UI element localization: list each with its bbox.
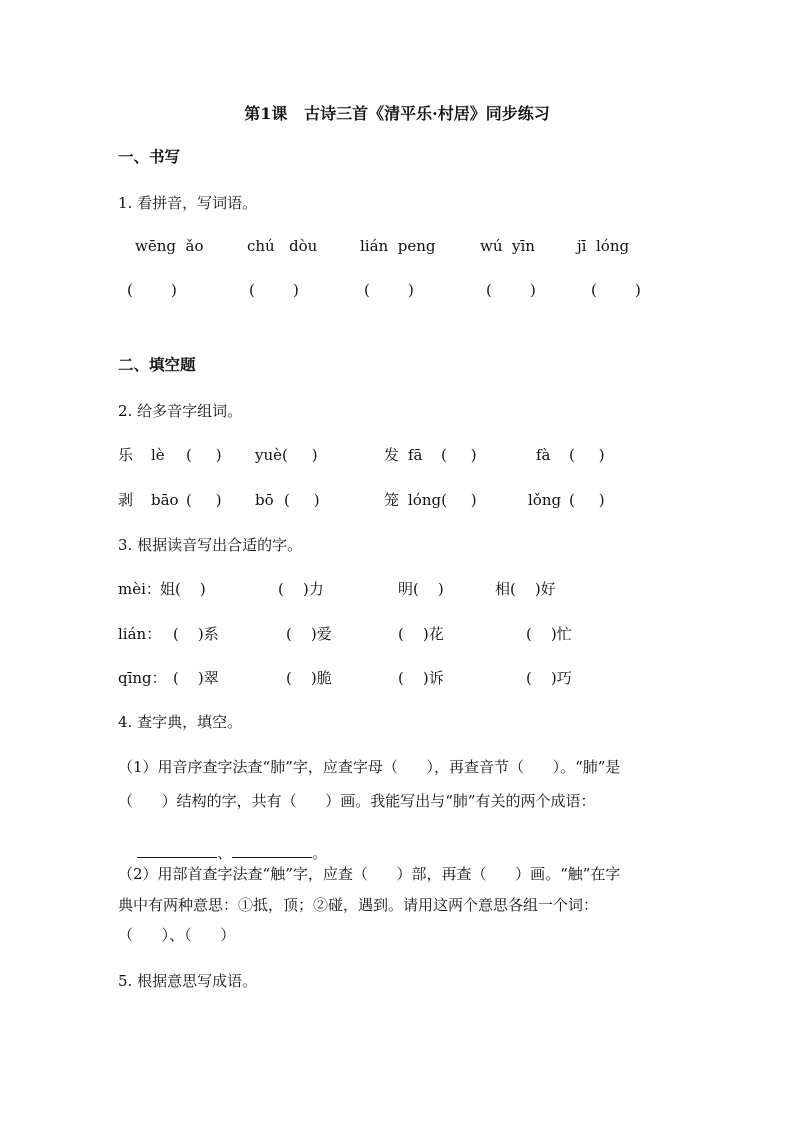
q3-prompt: 3. 根据读音写出合适的字。 (118, 536, 303, 554)
q3-item[interactable]: ( )系 (173, 625, 219, 643)
q1-blank-1[interactable]: ( ) (127, 281, 177, 299)
section-fill-header: 二、填空题 (118, 355, 196, 374)
q2-blank[interactable]: ( ) (441, 446, 477, 464)
q3-item[interactable]: ( )爱 (286, 625, 332, 643)
q2-char-le: 乐 (118, 446, 134, 464)
q3-pinyin-lian: lián： (118, 625, 162, 643)
q2-pinyin-yue[interactable]: yuè( ) (255, 446, 318, 464)
q2-pinyin-fa1: fā (408, 446, 423, 464)
q2-blank[interactable]: ( ) (569, 446, 605, 464)
period: 。 (312, 844, 328, 862)
answer-underline[interactable] (137, 845, 217, 858)
q3-item[interactable]: ( )巧 (526, 669, 572, 687)
q1-blank-3[interactable]: ( ) (364, 281, 414, 299)
q2-blank[interactable]: ( ) (569, 491, 605, 509)
q3-item[interactable]: 姐( ) (160, 580, 206, 598)
q3-item[interactable]: ( )翠 (173, 669, 219, 687)
q2-pinyin-fa4: fà (536, 446, 551, 464)
q4-part1-line1: （1）用音序查字法查“肺”字，应查字母（ ），再查音节（ ）。“肺”是 (118, 758, 621, 776)
q4-prompt: 4. 查字典，填空。 (118, 713, 243, 731)
q2-char-long: 笼 (384, 491, 400, 509)
q3-item[interactable]: 相( )好 (495, 580, 556, 598)
q4-part2-line2: 典中有两种意思：①抵，顶；②碰，遇到。请用这两个意思各组一个词： (118, 896, 599, 914)
q2-pinyin-bo: bō (255, 491, 274, 509)
q3-item[interactable]: ( )花 (398, 625, 444, 643)
q2-blank[interactable]: ( ) (186, 446, 222, 464)
q1-pinyin-5: jī lóng (577, 237, 630, 255)
q2-pinyin-le: lè (151, 446, 165, 464)
page-title: 第1课 古诗三首《清平乐·村居》同步练习 (244, 104, 550, 123)
q2-pinyin-long3: lǒng (528, 491, 562, 509)
q1-pinyin-4: wú yīn (480, 237, 535, 255)
q2-blank[interactable]: ( ) (186, 491, 222, 509)
q3-item[interactable]: ( )力 (278, 580, 324, 598)
q4-part2-line1: （2）用部首查字法查“触”字，应查（ ）部，再查（ ）画。“触”在字 (118, 865, 621, 883)
q2-pinyin-long2[interactable]: lóng( ) (408, 491, 477, 509)
q2-pinyin-bao: bāo (151, 491, 179, 509)
q1-pinyin-1: wēng ǎo (135, 237, 204, 255)
section-writing-header: 一、书写 (118, 147, 181, 166)
q4-part2-line3[interactable]: （ ）、（ ） (118, 926, 236, 944)
q5-prompt: 5. 根据意思写成语。 (118, 972, 258, 990)
q3-item[interactable]: ( )诉 (398, 669, 444, 687)
q3-pinyin-mei: mèi： (118, 580, 161, 598)
q2-char-fa: 发 (384, 446, 400, 464)
q1-blank-4[interactable]: ( ) (486, 281, 536, 299)
q1-prompt: 1. 看拼音，写词语。 (118, 194, 258, 212)
separator: 、 (217, 844, 233, 862)
q3-pinyin-qing: qīng： (118, 669, 167, 687)
q3-item[interactable]: 明( ) (398, 580, 444, 598)
q2-prompt: 2. 给多音字组词。 (118, 402, 243, 420)
q1-pinyin-2: chú dòu (247, 237, 318, 255)
q2-blank[interactable]: ( ) (284, 491, 320, 509)
q3-item[interactable]: ( )忙 (526, 625, 572, 643)
q2-char-bo: 剥 (118, 491, 134, 509)
answer-underline[interactable] (232, 845, 312, 858)
q4-part1-line2: （ ）结构的字，共有（ ）画。我能写出与“肺”有关的两个成语： (118, 792, 596, 810)
q1-blank-5[interactable]: ( ) (591, 281, 641, 299)
q1-blank-2[interactable]: ( ) (249, 281, 299, 299)
q3-item[interactable]: ( )脆 (286, 669, 332, 687)
q1-pinyin-3: lián peng (360, 237, 436, 255)
